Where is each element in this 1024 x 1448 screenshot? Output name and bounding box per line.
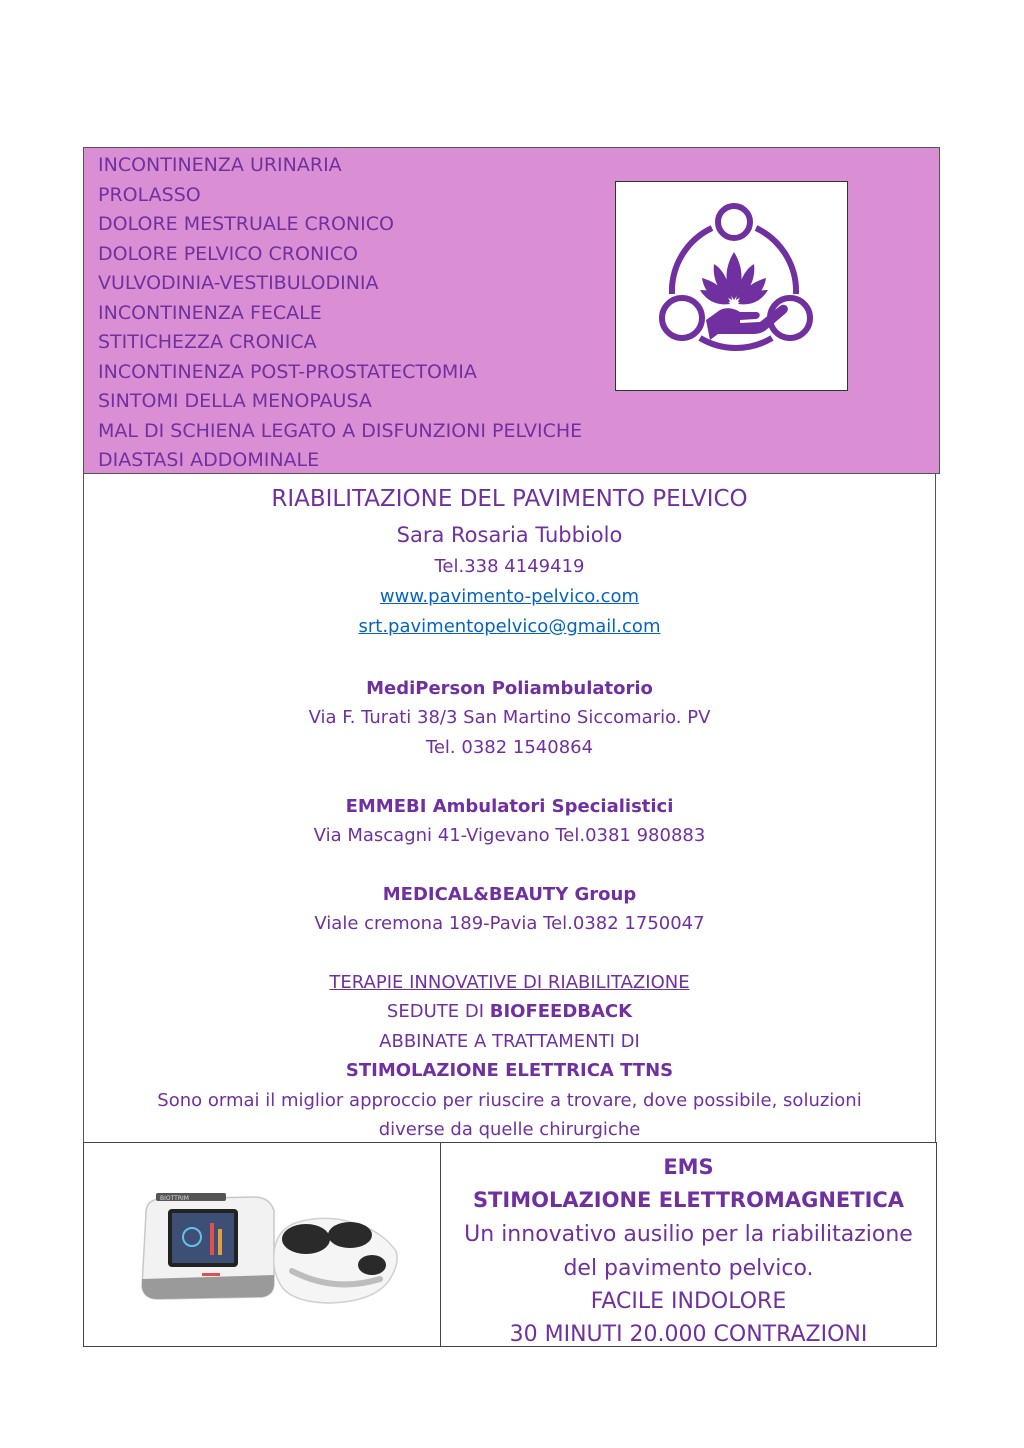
device-brand-text: BIOTTRIM [160,1195,189,1202]
location-name: MEDICAL&BEAUTY Group [382,884,637,905]
ems-stats: 30 MINUTI 20.000 CONTRAZIONI [509,1322,868,1347]
sedute-prefix: SEDUTE DI [386,1001,490,1022]
ems-cell [441,1143,936,1346]
ems-description: del pavimento pelvico. [563,1256,814,1281]
device-cell [84,1143,440,1346]
therapy-description: Sono ormai il miglior approccio per riuscire a trovare, dove possibile, soluzioni [157,1090,862,1111]
conditions-panel [83,147,940,474]
ems-description: Un innovativo ausilio per la riabilitazione [464,1222,913,1247]
condition-item: INCONTINENZA FECALE [98,301,322,324]
condition-item: STITICHEZZA CRONICA [98,331,317,353]
condition-item: INCONTINENZA URINARIA [98,154,342,176]
conditions-list [98,151,582,476]
condition-item: DIASTASI ADDOMINALE [98,449,320,471]
email-link[interactable]: srt.pavimentopelvico@gmail.com [358,616,661,637]
logo-frame [615,181,848,391]
location-address: Via Mascagni 41-Vigevano Tel.0381 980883 [313,825,706,846]
website-line [84,586,935,607]
location-name: MediPerson Poliambulatorio [366,678,653,699]
condition-item: VULVODINIA-VESTIBULODINIA [98,272,379,294]
condition-item: PROLASSO [98,183,201,206]
ems-device-image [124,1183,414,1313]
location-address: Viale cremona 189-Pavia Tel.0382 1750047 [314,913,705,934]
condition-item: DOLORE PELVICO CRONICO [98,242,358,265]
condition-item: INCONTINENZA POST-PROSTATECTOMIA [98,360,477,383]
ems-title: EMS [663,1155,714,1179]
location-name: EMMEBI Ambulatori Specialistici [345,796,674,817]
sedute-bold: BIOFEEDBACK [489,1001,633,1022]
therapist-name: Sara Rosaria Tubbiolo [396,523,623,547]
therapies-heading: TERAPIE INNOVATIVE DI RIABILITAZIONE [329,972,690,993]
therapy-description: diverse da quelle chirurgiche [378,1119,641,1140]
location-phone: Tel. 0382 1540864 [425,737,594,758]
ems-feature: FACILE INDOLORE [590,1289,787,1314]
condition-item: SINTOMI DELLA MENOPAUSA [98,390,372,412]
email-line [84,616,935,637]
page-title: RIABILITAZIONE DEL PAVIMENTO PELVICO [271,486,748,512]
lotus-hand-circles-icon [616,182,847,390]
info-section [83,474,936,1142]
phone-number: Tel.338 4149419 [434,556,585,577]
website-link[interactable]: www.pavimento-pelvico.com [379,586,640,607]
ems-subtitle: STIMOLAZIONE ELETTROMAGNETICA [472,1188,905,1212]
sedute-line [84,1001,935,1022]
location-address: Via F. Turati 38/3 San Martino Siccomario. PV [308,707,711,728]
condition-item: DOLORE MESTRUALE CRONICO [98,213,394,235]
stimulation-line: STIMOLAZIONE ELETTRICA TTNS [345,1060,674,1081]
abbinate-line: ABBINATE A TRATTAMENTI DI [379,1031,640,1052]
condition-item: MAL DI SCHIENA LEGATO A DISFUNZIONI PELVICHE [98,419,583,442]
ems-table [83,1142,937,1347]
